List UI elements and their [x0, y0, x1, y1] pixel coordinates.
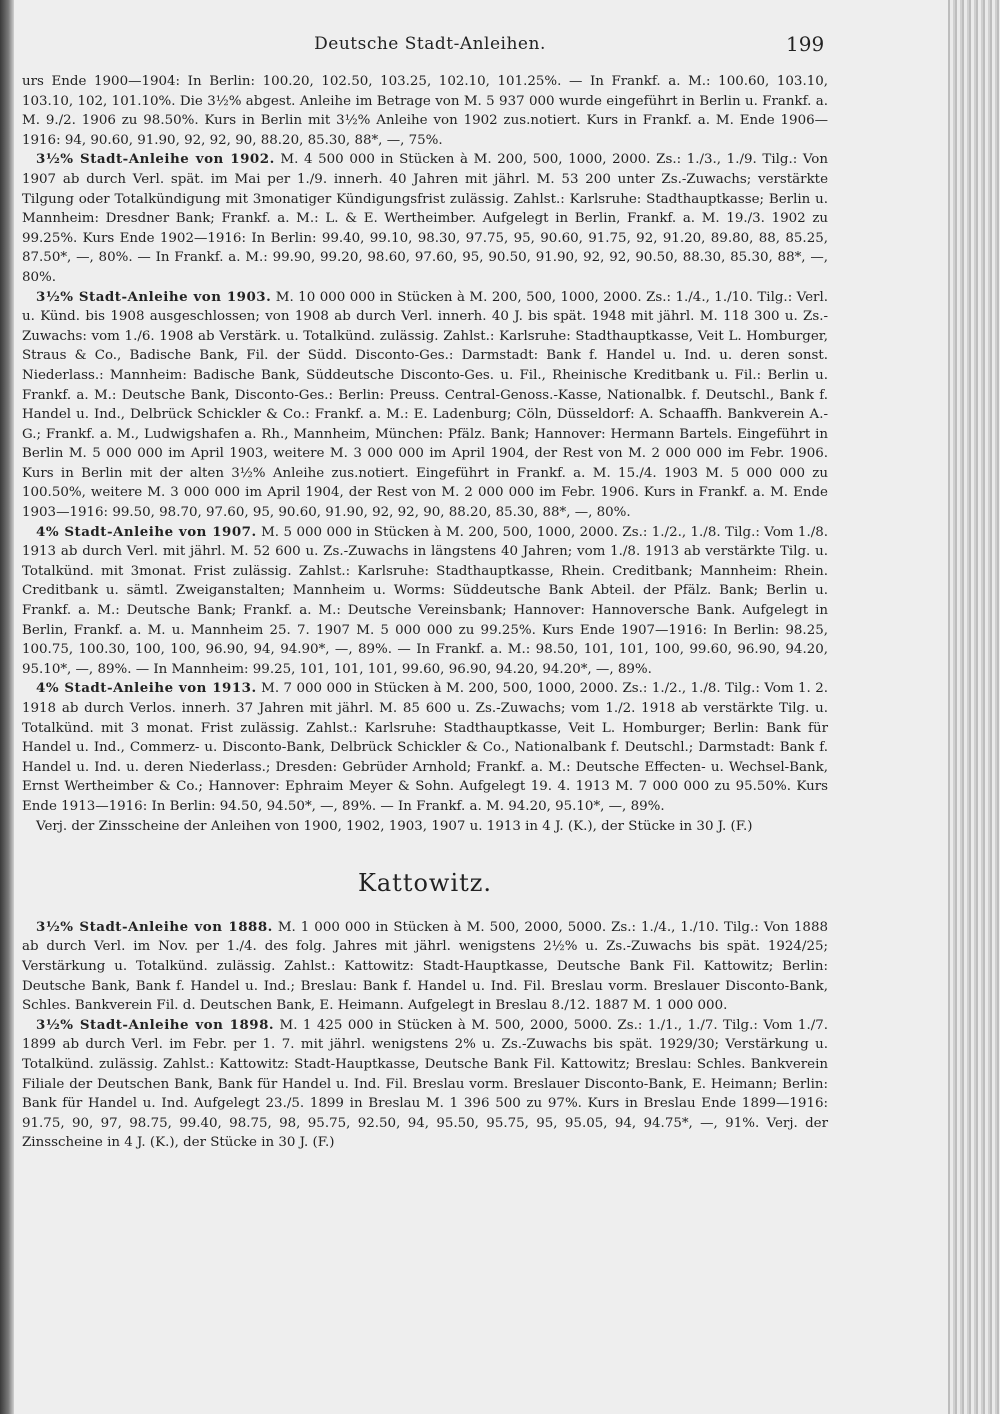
paragraph — [22, 523, 828, 680]
loan-title: 3½% Stadt-Anleihe von 1888. — [36, 918, 273, 935]
page-number: 199 — [786, 32, 825, 56]
paragraph-text: M. 4 500 000 in Stücken à M. 200, 500, 1000, 2000. Zs.: 1./3., 1./9. Tilg.: Von 1907 ab durch Verl. spät. im Mai per 1./9. innerh. 40 Jahren mit jährl. M. 53 200 unter Zs.-Zuwachs; verstärkte Tilgung oder Totalkündigung mit 3monatiger Kündigungsfrist zulässig. Zahlst.: Karlsruhe: Stadthauptkasse; Berlin u. Mannheim: Dresdner Bank; Frankf. a. M.: L. & E. Wertheimber. Aufgelegt in Berlin, Frankf. a. M. 19./3. 1902 zu 99.25%. Kurs Ende 1902—1916: In Berlin: 99.40, 99.10, 98.30, 97.75, 95, 90.60, 91.75, 92, 91.20, 89.80, 88, 85.25, 87.50*, —, 80%. — In Frankf. a. M.: 99.90, 99.20, 98.60, 97.60, 95, 90.50, 91.90, 92, 92, 90.50, 88.30, 85.30, 88*, —, 80%. — [22, 152, 828, 285]
paragraph-text: M. 7 000 000 in Stücken à M. 200, 500, 1000, 2000. Zs.: 1./2., 1./8. Tilg.: Vom 1. 2. 1918 ab durch Verlos. innerh. 37 Jahren mit jährl. M. 85 600 u. Zs.-Zuwachs; vom 1./2. 1918 ab verstärkte Tilg. u. Totalkünd. mit 3 monat. Frist zulässig. Zahlst.: Karlsruhe: Stadthauptkasse, Veit L. Homburger; Berlin: Bank für Handel u. Ind., Commerz- u. Disconto-Bank, Delbrück Schickler & Co., Nationalbank f. Deutschl.; Darmstadt: Bank f. Handel u. Ind. u. deren Niederlass.; Dresden: Gebrüder Arnhold; Frankf. a. M.: Deutsche Effecten- u. Wechsel-Bank, Ernst Wertheimber & Co.; Hannover: Ephraim Meyer & Sohn. Aufgelegt 19. 4. 1913 M. 7 000 000 zu 95.50%. Kurs Ende 1913—1916: In Berlin: 94.50, 94.50*, —, 89%. — In Frankf. a. M. 94.20, 95.10*, —, 89%. — [22, 681, 828, 814]
paragraph — [22, 918, 828, 1016]
loan-title: 3½% Stadt-Anleihe von 1898. — [36, 1016, 275, 1033]
body-text — [22, 72, 828, 1153]
paragraph-text: urs Ende 1900—1904: In Berlin: 100.20, 102.50, 103.25, 102.10, 101.25%. — In Frankf. a. M.: 100.60, 103.10, 103.10, 102, 101.10%. Die 3½% abgest. Anleihe im Betrage von M. 5 937 000 wurde eingeführt in Berlin u. Frankf. a. M. 9./2. 1906 zu 98.50%. Kurs in Berlin mit 3½% Anleihe von 1902 zus.notiert. Kurs in Frankf. a. M. Ende 1906—1916: 94, 90.60, 91.90, 92, 92, 90, 88.20, 85.30, 88*, —, 75%. — [22, 74, 828, 148]
paragraph — [22, 1016, 828, 1153]
paragraph — [22, 817, 828, 837]
loan-title: 3½% Stadt-Anleihe von 1903. — [36, 288, 272, 305]
loan-title: 4% Stadt-Anleihe von 1913. — [36, 680, 257, 697]
paragraph-text: M. 1 425 000 in Stücken à M. 500, 2000, 5000. Zs.: 1./1., 1./7. Tilg.: Vom 1./7. 1899 ab durch Verl. im Febr. per 1. 7. mit jährl. wenigstens 2% u. Zs.-Zuwachs bis spät. 1929/30; Verstärkung u. Totalkünd. zulässig. Zahlst.: Kattowitz: Stadt-Hauptkasse, Deutsche Bank Fil. Kattowitz; Breslau: Schles. Bankverein Filiale der Deutschen Bank, Bank für Handel u. Ind. Fil. Breslau vorm. Breslauer Disconto-Bank, E. Heimann; Berlin: Bank für Handel u. Ind. Aufgelegt 23./5. 1899 in Breslau M. 1 396 500 zu 97%. Kurs in Breslau Ende 1899—1916: 91.75, 90, 97, 98.75, 99.40, 98.75, 98, 95.75, 92.50, 94, 95.50, 95.75, 95, 95.05, 94, 94.75*, —, 91%. Verj. der Zinsscheine in 4 J. (K.), der Stücke in 30 J. (F.) — [22, 1017, 828, 1151]
paragraph — [22, 288, 828, 523]
book-gutter — [948, 0, 1000, 1414]
running-title: Deutsche Stadt-Anleihen. — [314, 34, 546, 54]
scan-binding-edge — [0, 0, 14, 1414]
paragraph — [22, 679, 828, 816]
loan-title: 4% Stadt-Anleihe von 1907. — [36, 523, 257, 540]
paragraph-text: M. 5 000 000 in Stücken à M. 200, 500, 1000, 2000. Zs.: 1./2., 1./8. Tilg.: Vom 1./8. 1913 ab durch Verl. mit jährl. M. 52 600 u. Zs.-Zuwachs in längstens 40 Jahren; vom 1./8. 1913 ab verstärkte Tilg. u. Totalkünd. mit 3monat. Frist zulässig. Zahlst.: Karlsruhe: Stadthauptkasse, Rhein. Creditbank; Mannheim: Rhein. Creditbank u. sämtl. Zweiganstalten; Mannheim u. Worms: Süddeutsche Bank Abteil. der Pfälz. Bank; Berlin u. Frankf. a. M.: Deutsche Bank; Frankf. a. M.: Deutsche Vereinsbank; Hannover: Hannoversche Bank. Aufgelegt in Berlin, Frankf. a. M. u. Mannheim 25. 7. 1907 M. 5 000 000 zu 99.25%. Kurs Ende 1907—1916: In Berlin: 98.25, 100.75, 100.30, 100, 100, 96.90, 94, 94.90*, —, 89%. — In Frankf. a. M.: 98.50, 101, 101, 100, 99.60, 96.90, 94.20, 95.10*, —, 89%. — In Mannheim: 99.25, 101, 101, 101, 99.60, 96.90, 94.20, 94.20*, —, 89%. — [22, 524, 828, 677]
paragraph-text: M. 10 000 000 in Stücken à M. 200, 500, 1000, 2000. Zs.: 1./4., 1./10. Tilg.: Verl. u. Künd. bis 1908 ausgeschlossen; von 1908 ab durch Verl. innerh. 40 J. bis spät. 1948 mit jährl. M. 118 300 u. Zs.-Zuwachs: vom 1./6. 1908 ab Verstärk. u. Totalkünd. zulässig. Zahlst.: Karlsruhe: Stadthauptkasse, Veit L. Homburger, Straus & Co., Badische Bank, Fil. der Südd. Disconto-Ges.: Darmstadt: Bank f. Handel u. Ind. u. deren sonst. Niederlass.: Mannheim: Badische Bank, Süddeutsche Disconto-Ges. u. Fil., Rheinische Kreditbank u. Fil.: Berlin u. Frankf. a. M.: Deutsche Bank, Disconto-Ges.: Berlin: Preuss. Central-Genoss.-Kasse, Nationalbk. f. Deutschl., Bank f. Handel u. Ind., Delbrück Schickler & Co.: Frankf. a. M.: E. Ladenburg; Cöln, Düsseldorf: A. Schaaffh. Bankverein A.-G.; Frankf. a. M., Ludwigshafen a. Rh., Mannheim, München: Pfälz. Bank; Hannover: Hermann Bartels. Eingeführt in Berlin M. 5 000 000 im April 1903, weitere M. 3 000 000 im April 1904, der Rest von M. 2 000 000 im Febr. 1906. Kurs in Berlin mit der alten 3½% Anleihe zus.notiert. Eingeführt in Frankf. a. M. 15./4. 1903 M. 5 000 000 zu 100.50%, weitere M. 3 000 000 im April 1904, der Rest von M. 2 000 000 im Febr. 1906. Kurs in Frankf. a. M. Ende 1903—1916: 99.50, 98.70, 97.60, 95, 90.60, 91.90, 92, 92, 90, 88.20, 85.30, 88*, —, 80%. — [22, 289, 828, 521]
city-heading: Kattowitz. — [357, 869, 493, 898]
loan-title: 3½% Stadt-Anleihe von 1902. — [36, 151, 275, 168]
paragraph — [22, 150, 828, 287]
paragraph-text: Verj. der Zinsscheine der Anleihen von 1900, 1902, 1903, 1907 u. 1913 in 4 J. (K.), der Stücke in 30 J. (F.) — [36, 818, 753, 834]
paragraph — [22, 72, 828, 150]
paragraph-text: M. 1 000 000 in Stücken à M. 500, 2000, 5000. Zs.: 1./4., 1./10. Tilg.: Von 1888 ab durch Verl. im Nov. per 1./4. des folg. Jahres mit jährl. wenigstens 2½% u. Zs.-Zuwachs bis spät. 1924/25; Verstärkung u. Totalkünd. zulässig. Zahlst.: Kattowitz: Stadt-Hauptkasse, Deutsche Bank Fil. Kattowitz; Berlin: Deutsche Bank, Bank f. Handel u. Ind.; Breslau: Bank f. Handel u. Ind. Fil. Breslau vorm. Breslauer Disconto-Bank, Schles. Bankverein Fil. d. Deutschen Bank, E. Heimann. Aufgelegt in Breslau 8./12. 1887 M. 1 000 000. — [22, 919, 828, 1014]
